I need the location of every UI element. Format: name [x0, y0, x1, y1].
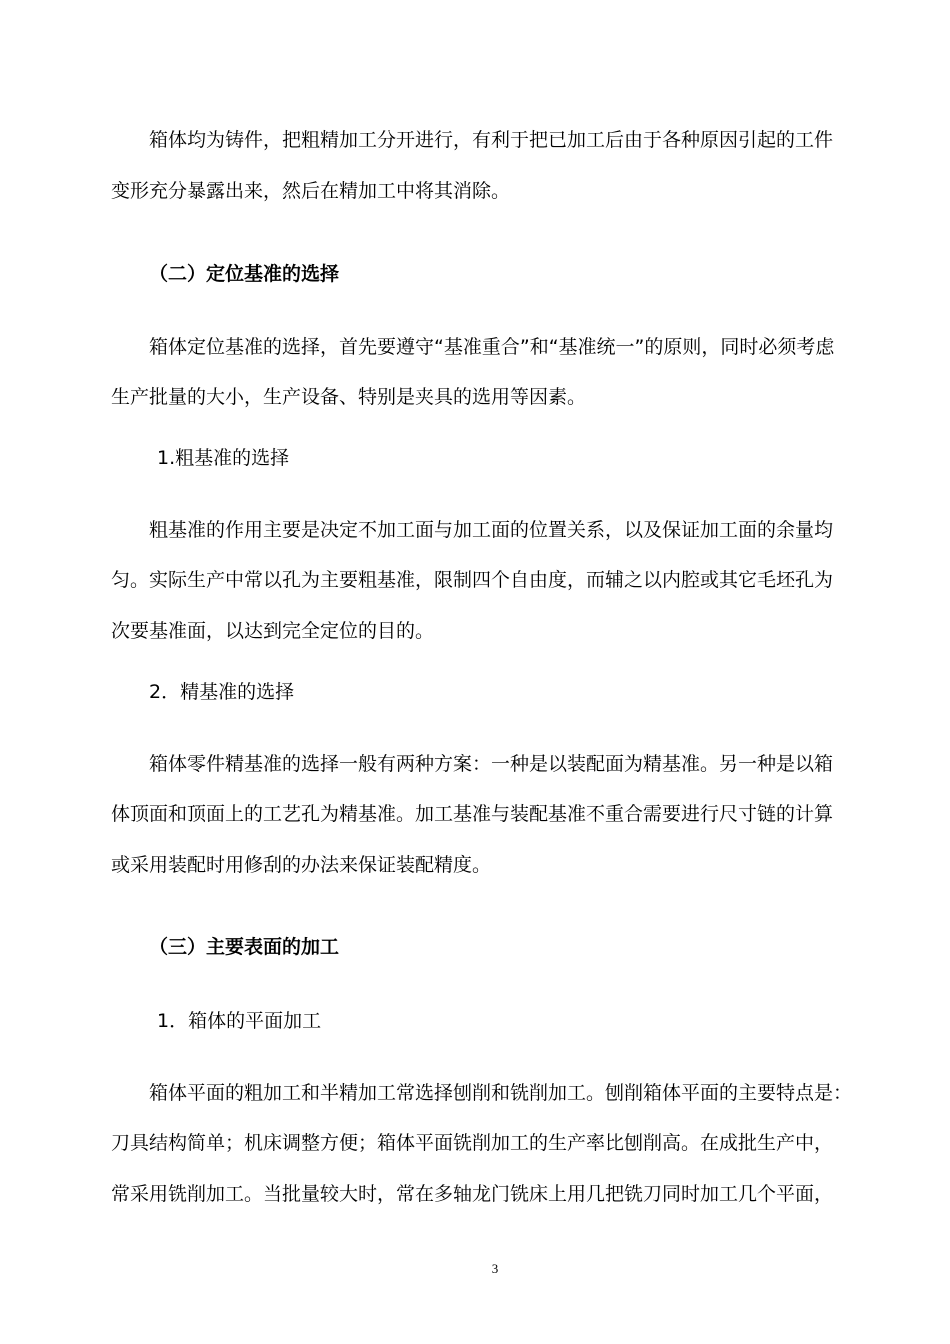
paragraph-line: 箱体定位基准的选择，首先要遵守“基准重合”和“基准统一”的原则，同时必须考虑: [149, 336, 835, 358]
section-heading: （三）主要表面的加工: [149, 936, 340, 958]
paragraph-line: 箱体均为铸件，把粗精加工分开进行，有利于把已加工后由于各种原因引起的工件: [149, 129, 834, 151]
paragraph-line: 匀。实际生产中常以孔为主要粗基准，限制四个自由度，而辅之以内腔或其它毛坯孔为: [111, 569, 834, 591]
subsection-heading: 1．箱体的平面加工: [157, 1010, 322, 1032]
paragraph-line: 生产批量的大小，生产设备、特别是夹具的选用等因素。: [111, 386, 587, 408]
paragraph-line: 刀具结构简单；机床调整方便；箱体平面铣削加工的生产率比刨削高。在成批生产中，: [111, 1132, 834, 1154]
paragraph-line: 箱体零件精基准的选择一般有两种方案：一种是以装配面为精基准。另一种是以箱: [149, 753, 834, 775]
paragraph-line: 体顶面和顶面上的工艺孔为精基准。加工基准与装配基准不重合需要进行尺寸链的计算: [111, 803, 834, 825]
paragraph-line: 变形充分暴露出来，然后在精加工中将其消除。: [111, 180, 511, 202]
paragraph-line: 粗基准的作用主要是决定不加工面与加工面的位置关系，以及保证加工面的余量均: [149, 519, 834, 541]
paragraph-line: 或采用装配时用修刮的办法来保证装配精度。: [111, 854, 492, 876]
paragraph-line: 次要基准面，以达到完全定位的目的。: [111, 620, 435, 642]
paragraph-line: 常采用铣削加工。当批量较大时，常在多轴龙门铣床上用几把铣刀同时加工几个平面，: [111, 1183, 834, 1205]
subsection-heading: 2．精基准的选择: [149, 681, 295, 703]
paragraph-line: 箱体平面的粗加工和半精加工常选择刨削和铣削加工。刨削箱体平面的主要特点是：: [149, 1082, 853, 1104]
page-number: 3: [491, 1261, 499, 1276]
subsection-heading: 1.粗基准的选择: [157, 447, 290, 469]
section-heading: （二）定位基准的选择: [149, 263, 340, 285]
